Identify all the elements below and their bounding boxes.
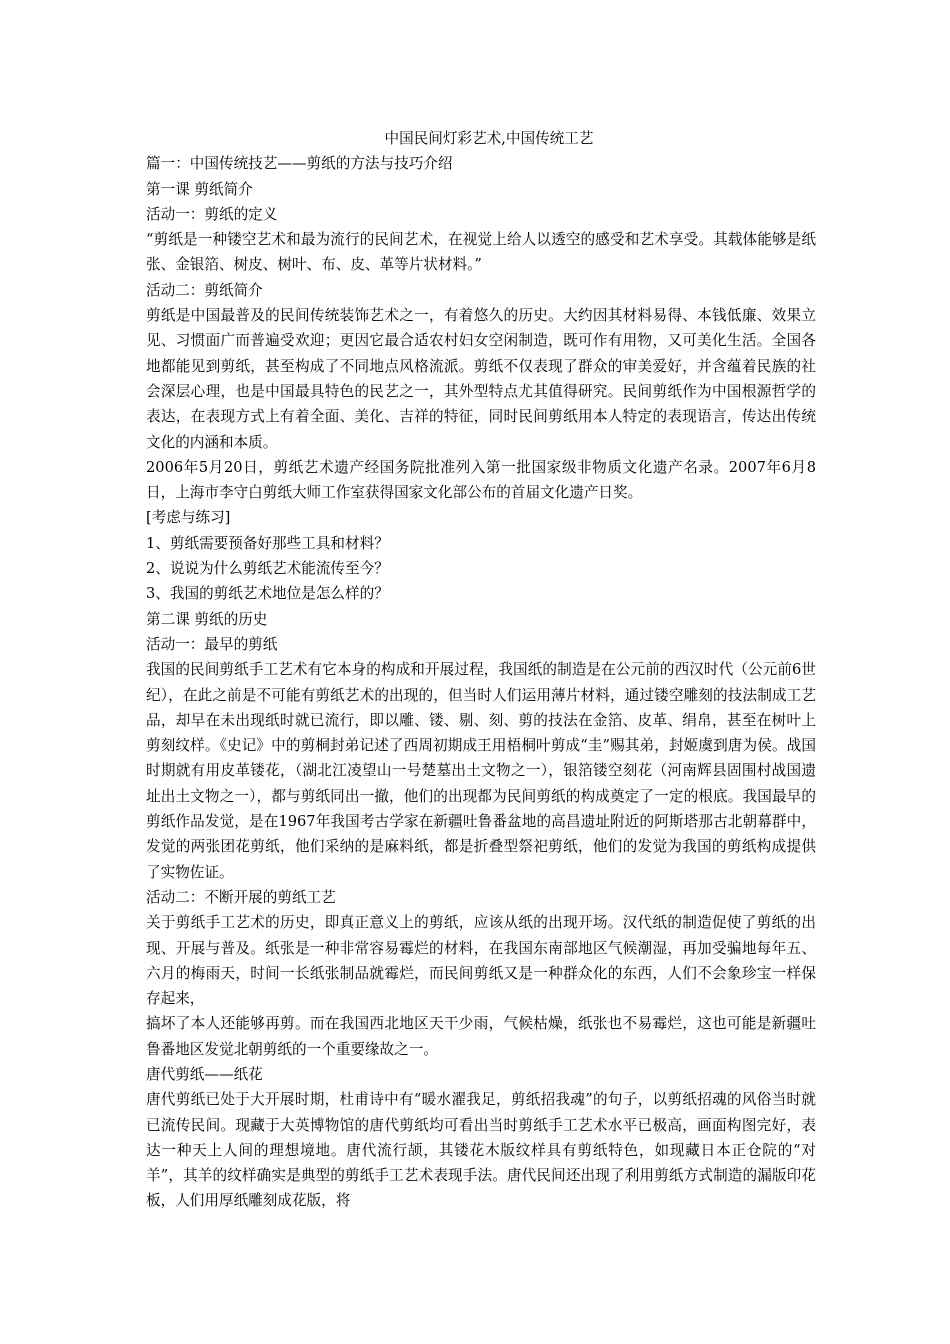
introduction-paragraph: 剪纸是中国最普及的民间传统装饰艺术之一，有着悠久的历史。大约因其材料易得、本钱低廉、效果立见、习惯面广而普遍受欢迎；更因它最合适农村妇女空闲制造，既可作有用物，又可美化生活。全国各地都能见到剪纸，甚至构成了不同地点风格流派。剪纸不仅表现了群众的审美爱好，并含蕴着民族的社会深层心理，也是中国最具特色的民艺之一，其外型特点尤其值得研究。民间剪纸作为中国根源哲学的表达，在表现方式上有着全面、美化、吉祥的特征，同时民间剪纸用本人特定的表现语言，传达出传统文化的内涵和本质。: [146, 307, 816, 451]
tang-heading: 唐代剪纸——纸花: [146, 1065, 263, 1083]
question-3: 3、我国的剪纸艺术地位是怎么样的？: [146, 585, 389, 603]
activity-2-1-heading: 活动一：最早的剪纸: [146, 635, 278, 653]
development-paragraph: 关于剪纸手工艺术的历史，即真正意义上的剪纸，应该从纸的出现开场。汉代纸的制造促使了剪纸的出现、开展与普及。纸张是一种非常容易霉烂的材料，在我国东南部地区气候潮湿，再加受骗地每年五、六月的梅雨天，时间一长纸张制品就霉烂，而民间剪纸又是一种群众化的东西，人们不会象珍宝一样保存起来，: [146, 914, 816, 1008]
earliest-papercut-paragraph: 我国的民间剪纸手工艺术有它本身的构成和开展过程，我国纸的制造是在公元前的西汉时代（公元前6世纪），在此之前是不可能有剪纸艺术的出现的，但当时人们运用薄片材料，通过镂空雕刻的技法制成工艺品，却早在未出现纸时就已流行，即以雕、镂、剔、刻、剪的技法在金箔、皮革、绢帛，甚至在树叶上剪刻纹样。《史记》中的剪桐封弟记述了西周初期成王用梧桐叶剪成“圭”赐其弟，封姬虞到唐为侯。战国时期就有用皮革镂花，（湖北江凌望山一号楚墓出土文物之一），银箔镂空刻花（河南辉县固围村战国遗址出土文物之一），都与剪纸同出一撤，他们的出现都为民间剪纸的构成奠定了一定的根底。我国最早的剪纸作品发觉，是在1967年我国考古学家在新疆吐鲁番盆地的高昌遗址附近的阿斯塔那古北朝幕群中，发觉的两张团花剪纸，他们采纳的是麻料纸，都是折叠型祭祀剪纸，他们的发觉为我国的剪纸构成提供了实物佐证。: [146, 661, 816, 881]
lesson-2-heading: 第二课 剪纸的历史: [146, 610, 268, 628]
article-heading: 篇一：中国传统技艺——剪纸的方法与技巧介绍: [146, 155, 453, 173]
question-2: 2、说说为什么剪纸艺术能流传至今？: [146, 560, 389, 578]
heritage-paragraph: 2006年5月20日，剪纸艺术遗产经国务院批准列入第一批国家级非物质文化遗产名录。2007年6月8日，上海市李守白剪纸大师工作室获得国家文化部公布的首届文化遗产日奖。: [146, 458, 816, 502]
document-title: 中国民间灯彩艺术,中国传统工艺: [384, 130, 594, 147]
activity-1-heading: 活动一：剪纸的定义: [146, 205, 278, 223]
definition-paragraph: “剪纸是一种镂空艺术和最为流行的民间艺术，在视觉上给人以透空的感受和艺术享受。其载体能够是纸张、金银箔、树皮、树叶、布、皮、革等片状材料。”: [146, 231, 816, 274]
activity-2-2-heading: 活动二：不断开展的剪纸工艺: [146, 888, 336, 906]
development-paragraph-continued: 搞坏了本人还能够再剪。而在我国西北地区天干少雨，气候枯燥，纸张也不易霉烂，这也可能是新疆吐鲁番地区发觉北朝剪纸的一个重要缘故之一。: [146, 1015, 816, 1058]
lesson-1-heading: 第一课 剪纸简介: [146, 180, 253, 198]
exercise-heading: [考虑与练习]: [146, 509, 231, 527]
question-1: 1、剪纸需要预备好那些工具和材料？: [146, 534, 389, 552]
activity-2-heading: 活动二：剪纸简介: [146, 281, 263, 299]
tang-paragraph: 唐代剪纸已处于大开展时期，杜甫诗中有“暖水濯我足，剪纸招我魂”的句子，以剪纸招魂的风俗当时就已流传民间。现藏于大英博物馆的唐代剪纸均可看出当时剪纸手工艺术水平已极高，画面构图完好，表达一种天上人间的理想境地。唐代流行颉，其镂花木版纹样具有剪纸特色，如现藏日本正仓院的“对羊”，其羊的纹样确实是典型的剪纸手工艺术表现手法。唐代民间还出现了利用剪纸方式制造的漏版印花板，人们用厚纸雕刻成花版，将: [146, 1091, 816, 1210]
